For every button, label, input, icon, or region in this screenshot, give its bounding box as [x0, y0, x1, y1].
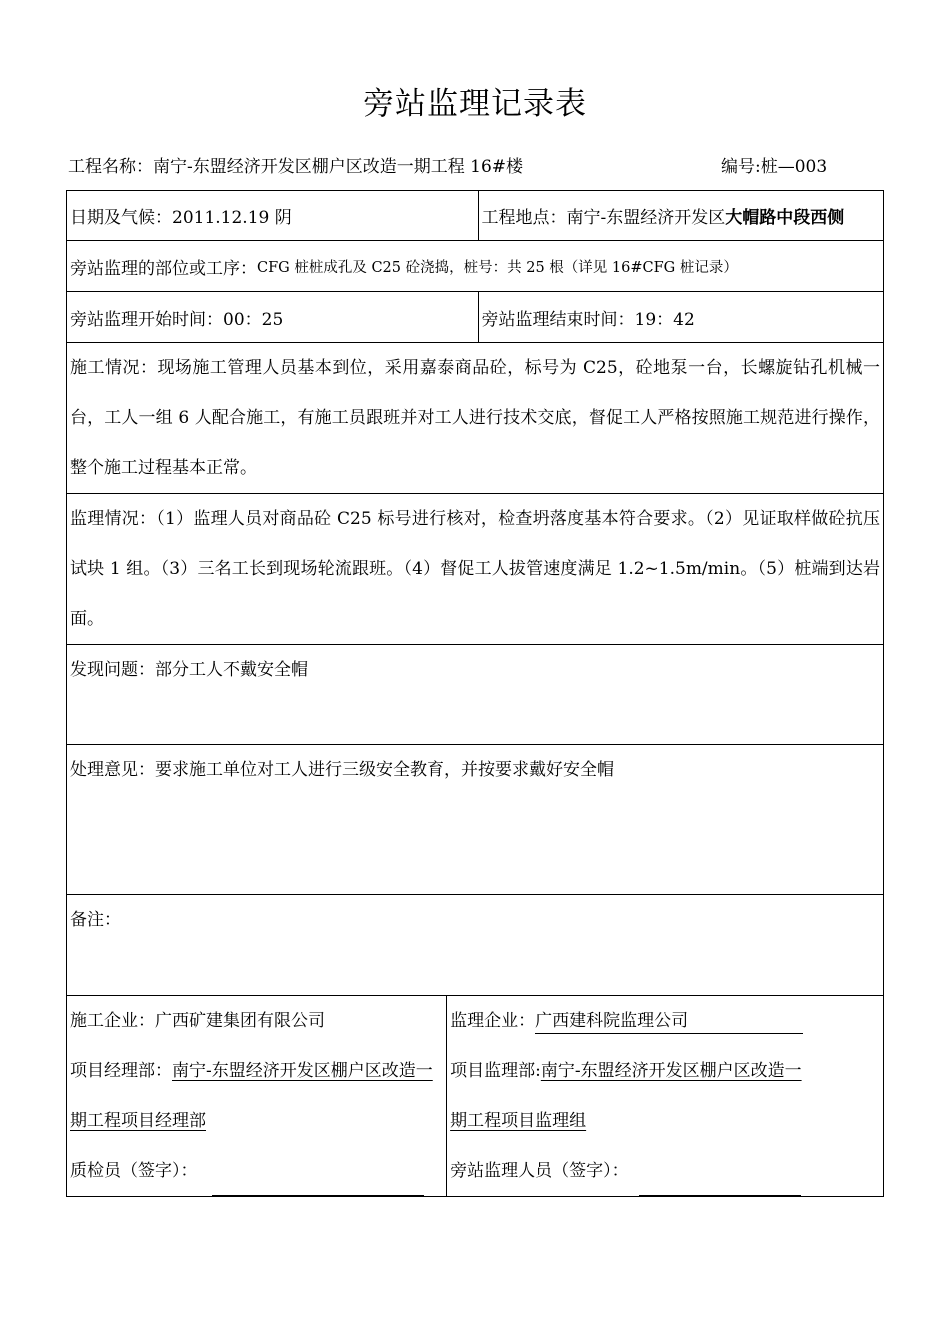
start-time-value: 00：25 [223, 309, 284, 330]
serial-value: 桩—003 [760, 157, 828, 177]
project-dept-line [70, 1046, 443, 1096]
remarks-text: 备注： [70, 910, 121, 930]
serial-label: 编号: [721, 157, 761, 177]
remarks-cell [67, 895, 884, 996]
supervisor-cell [447, 996, 884, 1197]
contractor-line [70, 996, 443, 1046]
contractor-cell [67, 996, 447, 1197]
location-value-a: 南宁-东盟经济开发区 [566, 208, 726, 228]
contractor-value: 广西矿建集团有限公司 [155, 1011, 325, 1031]
serial-number-line [721, 152, 827, 177]
project-dept-value-2: 期工程项目经理部 [70, 1111, 206, 1131]
project-name-line [68, 152, 523, 177]
scope-cell [67, 241, 884, 292]
handling-text: 处理意见：要求施工单位对工人进行三级安全教育，并按要求戴好安全帽 [70, 760, 614, 780]
sup-dept-line [450, 1046, 880, 1096]
date-weather-label: 日期及气候： [70, 208, 172, 228]
date-weather-cell [67, 191, 479, 241]
row-supervision [67, 494, 884, 645]
supervision-text: 监理情况：（1）监理人员对商品砼 C25 标号进行核对，检查坍落度基本符合要求。（2）见证取样做砼抗压试块 1 组。（3）三名工长到现场轮流跟班。（4）督促工人拔管速度满足 1.2~1.5m/min。（5）桩端到达岩面。 [70, 509, 880, 629]
row-handling [67, 745, 884, 895]
problems-cell [67, 645, 884, 745]
end-time-cell [478, 292, 883, 343]
record-table [66, 190, 884, 1197]
qc-signature-line [70, 1146, 443, 1196]
document-title: 旁站监理记录表 [363, 86, 587, 122]
end-time-label: 旁站监理结束时间： [481, 309, 635, 330]
problems-text: 发现问题：部分工人不戴安全帽 [70, 660, 308, 680]
construction-cell [67, 343, 884, 494]
row-scope [67, 241, 884, 292]
row-construction [67, 343, 884, 494]
handling-cell [67, 745, 884, 895]
location-label: 工程地点： [481, 208, 567, 228]
supervisor-label: 监理企业： [450, 1011, 536, 1031]
supervision-cell [67, 494, 884, 645]
location-cell [478, 191, 883, 241]
row-remarks [67, 895, 884, 996]
contractor-label: 施工企业： [70, 1011, 155, 1031]
project-dept-value-1: 南宁-东盟经济开发区棚户区改造一 [172, 1061, 433, 1081]
qc-signature-field[interactable] [212, 1163, 424, 1196]
row-date-location [67, 191, 884, 241]
scope-label: 旁站监理的部位或工序： [70, 258, 257, 279]
project-dept-line-2 [70, 1096, 443, 1146]
sup-dept-label: 项目监理部: [450, 1061, 541, 1081]
sup-person-signature-field[interactable] [639, 1163, 801, 1196]
sup-dept-line-2 [450, 1096, 880, 1146]
qc-label: 质检员（签字）： [70, 1161, 198, 1181]
project-name-label: 工程名称： [68, 157, 153, 177]
start-time-cell [67, 292, 479, 343]
project-name-value: 南宁-东盟经济开发区棚户区改造一期工程 16#楼 [153, 157, 524, 177]
sup-dept-value-1: 南宁-东盟经济开发区棚户区改造一 [540, 1061, 802, 1081]
sup-person-signature-line [450, 1146, 880, 1196]
construction-text: 施工情况：现场施工管理人员基本到位，采用嘉泰商品砼，标号为 C25，砼地泵一台，长螺旋钻孔机械一台，工人一组 6 人配合施工，有施工员跟班并对工人进行技术交底，督促工人严格按照施工规范进行操作，整个施工过程基本正常。 [70, 358, 880, 478]
sup-dept-value-2: 期工程项目监理组 [450, 1111, 587, 1131]
location-value-b: 大帽路中段西侧 [725, 208, 845, 228]
row-problems [67, 645, 884, 745]
supervisor-value: 广西建科院监理公司 [535, 1009, 803, 1034]
date-weather-value: 2011.12.19 阴 [172, 208, 292, 228]
row-signatures [67, 996, 884, 1197]
end-time-value: 19：42 [634, 309, 695, 330]
scope-value: CFG 桩桩成孔及 C25 砼浇捣，桩号：共 25 根（详见 16#CFG 桩记录） [257, 259, 738, 276]
sup-person-label: 旁站监理人员（签字）： [450, 1161, 629, 1181]
row-times [67, 292, 884, 343]
project-dept-label: 项目经理部： [70, 1061, 172, 1081]
start-time-label: 旁站监理开始时间： [70, 309, 223, 330]
supervisor-line [450, 996, 880, 1046]
